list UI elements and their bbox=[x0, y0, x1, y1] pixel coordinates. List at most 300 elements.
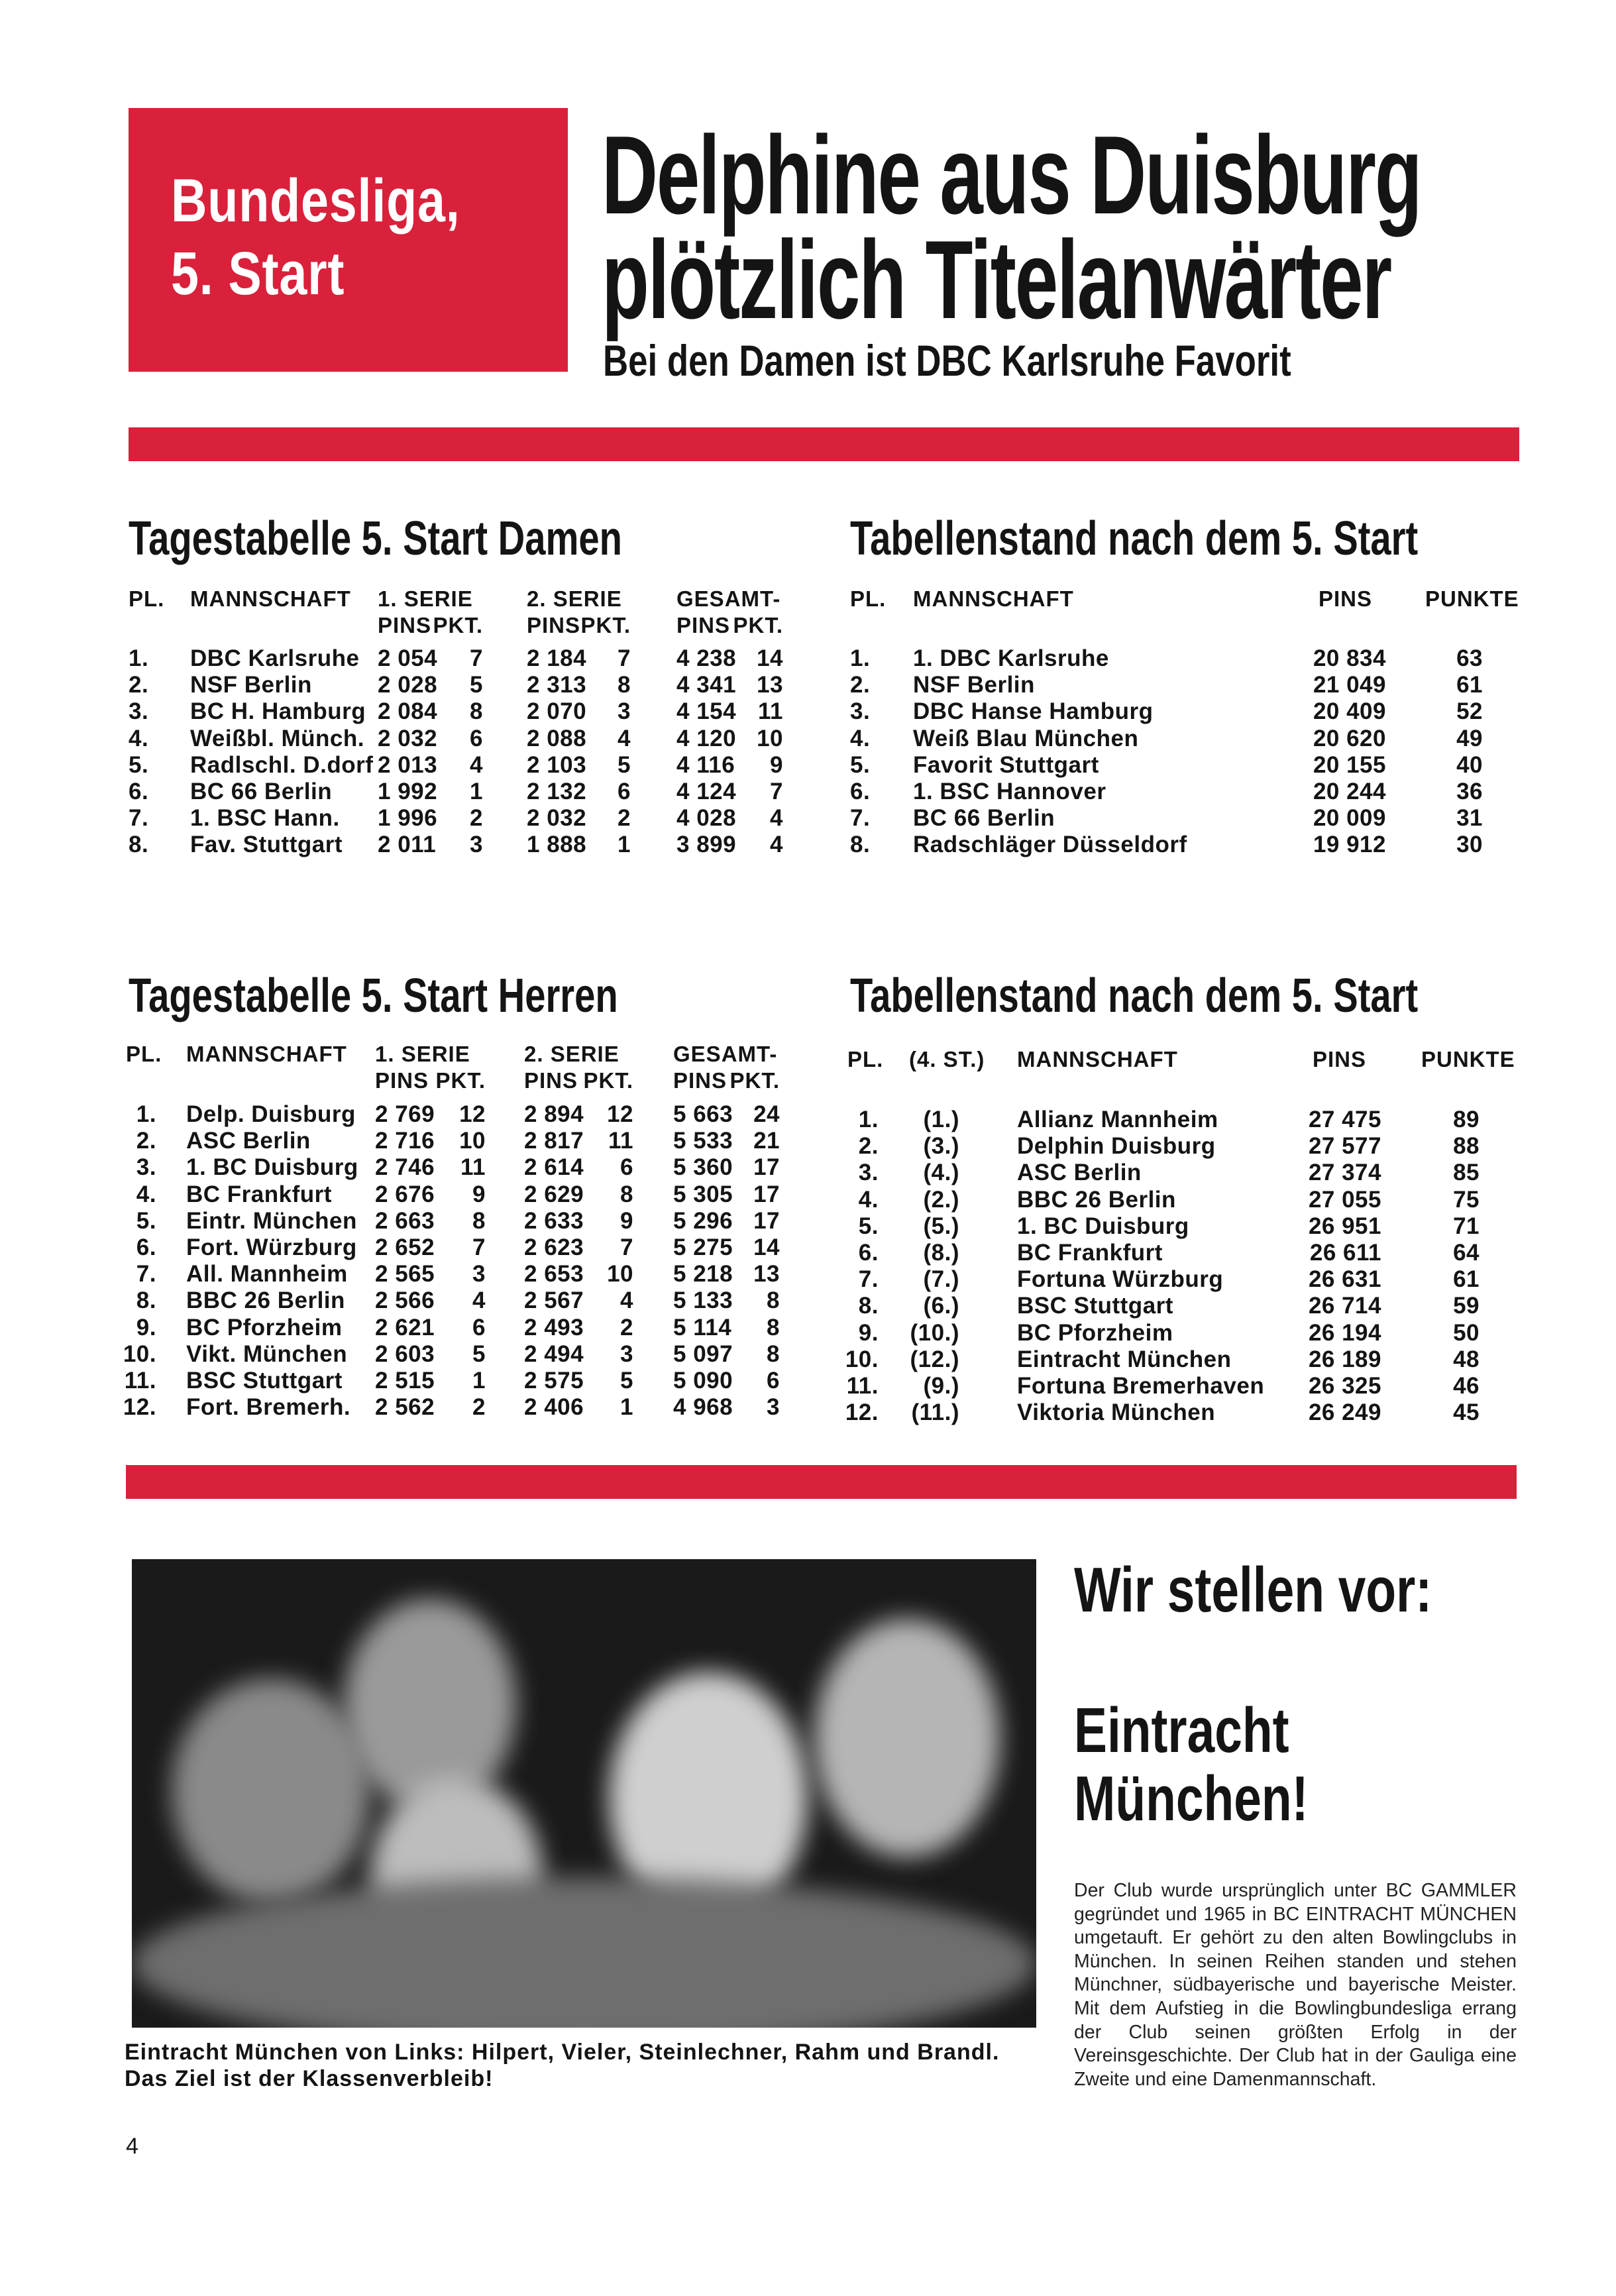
row-team: BSC Stuttgart bbox=[186, 1368, 343, 1394]
row-team: Weißbl. Münch. bbox=[190, 725, 365, 751]
row-total-points: 8 bbox=[767, 1287, 780, 1314]
row-serie2-points: 8 bbox=[620, 1181, 633, 1207]
row-points: 63 bbox=[1456, 645, 1483, 671]
row-team: BC Pforzheim bbox=[186, 1314, 343, 1340]
row-pins: 21 049 bbox=[1313, 672, 1386, 698]
row-serie2-pins: 1 888 bbox=[527, 832, 587, 858]
row-serie1-points: 4 bbox=[470, 751, 483, 778]
row-serie2-pins: 2 184 bbox=[527, 645, 587, 671]
header-pins: PINS bbox=[378, 613, 432, 637]
row-serie2-pins: 2 088 bbox=[527, 725, 587, 751]
row-total-pins: 5 663 bbox=[673, 1101, 733, 1127]
row-total-pins: 4 028 bbox=[676, 805, 737, 832]
row-pins: 19 912 bbox=[1313, 832, 1386, 858]
row-serie2-points: 12 bbox=[607, 1101, 633, 1127]
row-place: 3. bbox=[858, 1160, 879, 1186]
row-total-points: 13 bbox=[753, 1261, 780, 1287]
row-serie1-pins: 2 652 bbox=[375, 1234, 435, 1260]
row-serie2-pins: 2 070 bbox=[527, 698, 587, 725]
row-team: Eintracht München bbox=[1017, 1346, 1232, 1372]
herren-day-title: Tagestabelle 5. Start Herren bbox=[129, 969, 618, 1022]
row-total-pins: 5 296 bbox=[673, 1207, 733, 1234]
row-total-pins: 4 124 bbox=[676, 779, 737, 804]
row-previous-rank: (11.) bbox=[911, 1399, 959, 1426]
header-pins: PINS bbox=[524, 1068, 578, 1093]
row-place: 11. bbox=[124, 1368, 156, 1394]
header-pins: PINS bbox=[527, 613, 581, 637]
club-description: Der Club wurde ursprünglich unter BC GAMMLER gegründet und 1965 in BC EINTRACHT MÜNCHEN umgetauft. Er gehört zu den alten Bowlingclubs in München. In seinen Reihen standen und stehen Münchner, südbayerische und bayerische Meister. Mit dem Aufstieg in die Bowlingbundesliga errang der Club seinen größten Erfolg in der Vereinsgeschichte. Der Club hat in der Gauliga eine Zweite und eine Damenmannschaft. bbox=[1074, 1880, 1517, 2090]
row-team: BC 66 Berlin bbox=[190, 779, 333, 804]
row-serie2-points: 2 bbox=[618, 805, 631, 832]
row-previous-rank: (3.) bbox=[923, 1133, 959, 1160]
row-place: 3. bbox=[129, 698, 149, 725]
row-place: 8. bbox=[850, 832, 871, 858]
row-pins: 20 620 bbox=[1313, 725, 1386, 751]
header-pkt: PKT. bbox=[733, 613, 783, 637]
row-place: 8. bbox=[858, 1293, 879, 1319]
row-points: 46 bbox=[1453, 1373, 1480, 1399]
row-points: 49 bbox=[1456, 725, 1483, 751]
header-pins: PINS bbox=[673, 1068, 727, 1093]
row-serie1-pins: 1 992 bbox=[378, 779, 438, 804]
header-pl: PL. bbox=[129, 586, 165, 611]
row-pins: 27 055 bbox=[1308, 1186, 1381, 1213]
header-previous-rank: (4. ST.) bbox=[909, 1047, 985, 1071]
row-points: 85 bbox=[1453, 1160, 1480, 1186]
row-serie1-pins: 2 663 bbox=[375, 1207, 435, 1234]
row-points: 75 bbox=[1453, 1186, 1480, 1213]
row-team: BC 66 Berlin bbox=[913, 805, 1055, 832]
row-total-points: 21 bbox=[753, 1128, 780, 1154]
row-team: NSF Berlin bbox=[913, 672, 1035, 698]
row-place: 4. bbox=[136, 1181, 156, 1207]
photo-caption-line2: Das Ziel ist der Klassenverbleib! bbox=[125, 2066, 494, 2091]
headline-line2: plötzlich Titelanwärter bbox=[602, 217, 1391, 342]
row-pins: 26 325 bbox=[1308, 1373, 1381, 1399]
row-serie2-points: 5 bbox=[618, 751, 631, 778]
row-previous-rank: (12.) bbox=[910, 1346, 959, 1372]
row-serie1-points: 7 bbox=[470, 645, 483, 671]
row-serie2-points: 7 bbox=[620, 1234, 633, 1260]
row-serie1-points: 1 bbox=[470, 779, 483, 804]
club-name-line2: München! bbox=[1074, 1763, 1309, 1834]
row-total-pins: 5 097 bbox=[673, 1340, 733, 1367]
row-place: 5. bbox=[858, 1213, 879, 1239]
row-place: 2. bbox=[850, 672, 871, 698]
row-team: BC Frankfurt bbox=[186, 1181, 332, 1207]
header-pins: PINS bbox=[1313, 1047, 1367, 1071]
row-points: 40 bbox=[1456, 751, 1483, 778]
row-serie1-points: 1 bbox=[472, 1368, 486, 1394]
row-serie1-pins: 2 676 bbox=[375, 1181, 435, 1207]
row-team: Favorit Stuttgart bbox=[913, 751, 1099, 778]
row-pins: 26 951 bbox=[1308, 1213, 1381, 1239]
row-place: 7. bbox=[858, 1266, 879, 1293]
row-place: 6. bbox=[858, 1240, 879, 1266]
row-team: DBC Hanse Hamburg bbox=[913, 698, 1154, 725]
subheadline: Bei den Damen ist DBC Karlsruhe Favorit bbox=[603, 336, 1291, 385]
row-serie1-points: 5 bbox=[472, 1340, 486, 1367]
row-place: 9. bbox=[858, 1319, 879, 1346]
row-serie1-pins: 2 566 bbox=[375, 1287, 435, 1314]
row-total-points: 13 bbox=[757, 672, 783, 698]
row-serie1-pins: 2 746 bbox=[375, 1154, 435, 1181]
row-points: 61 bbox=[1456, 672, 1483, 698]
header-total: GESAMT- bbox=[673, 1042, 778, 1066]
row-previous-rank: (6.) bbox=[923, 1293, 959, 1319]
row-team: All. Mannheim bbox=[186, 1261, 348, 1287]
row-previous-rank: (5.) bbox=[923, 1213, 959, 1239]
row-team: Delphin Duisburg bbox=[1017, 1133, 1216, 1160]
row-serie1-points: 5 bbox=[470, 672, 483, 698]
row-pins: 27 475 bbox=[1308, 1107, 1381, 1132]
row-serie2-pins: 2 575 bbox=[524, 1368, 584, 1394]
row-team: Fortuna Würzburg bbox=[1017, 1266, 1224, 1293]
row-place: 1. bbox=[858, 1107, 879, 1132]
row-points: 59 bbox=[1453, 1293, 1480, 1319]
row-points: 31 bbox=[1456, 805, 1483, 832]
row-total-points: 4 bbox=[770, 832, 783, 858]
row-total-points: 8 bbox=[767, 1314, 780, 1340]
page-number: 4 bbox=[126, 2134, 138, 2159]
red-divider-bottom bbox=[126, 1465, 1517, 1499]
header-team: MANNSCHAFT bbox=[913, 586, 1074, 611]
header-serie1: 1. SERIE bbox=[378, 586, 473, 611]
row-serie2-points: 2 bbox=[620, 1314, 633, 1340]
row-serie2-points: 10 bbox=[607, 1261, 633, 1287]
header-team: MANNSCHAFT bbox=[186, 1042, 347, 1066]
row-pins: 26 631 bbox=[1308, 1266, 1381, 1293]
row-serie1-pins: 2 028 bbox=[378, 672, 438, 698]
header-pkt: PKT. bbox=[433, 613, 483, 637]
red-divider-top bbox=[129, 427, 1519, 461]
header-serie1: 1. SERIE bbox=[375, 1042, 470, 1066]
row-team: DBC Karlsruhe bbox=[190, 645, 360, 671]
row-serie1-pins: 2 621 bbox=[375, 1314, 435, 1340]
row-team: Radlschl. D.dorf bbox=[190, 751, 374, 778]
row-serie1-pins: 2 084 bbox=[378, 698, 438, 725]
row-team: BBC 26 Berlin bbox=[186, 1287, 345, 1314]
row-team: BC Frankfurt bbox=[1017, 1240, 1163, 1266]
row-serie2-pins: 2 494 bbox=[524, 1340, 584, 1367]
row-place: 7. bbox=[136, 1261, 156, 1287]
row-serie2-points: 3 bbox=[620, 1340, 633, 1367]
row-place: 10. bbox=[123, 1340, 156, 1367]
row-points: 71 bbox=[1453, 1213, 1480, 1239]
row-team: Vikt. München bbox=[186, 1340, 348, 1367]
row-total-pins: 5 218 bbox=[673, 1261, 733, 1287]
row-serie2-pins: 2 653 bbox=[524, 1261, 584, 1287]
row-team: NSF Berlin bbox=[190, 672, 312, 698]
row-serie2-points: 11 bbox=[608, 1128, 633, 1154]
row-serie2-points: 8 bbox=[618, 672, 631, 698]
row-team: Weiß Blau München bbox=[913, 725, 1139, 751]
row-pins: 20 009 bbox=[1313, 805, 1386, 832]
photo-caption-line1: Eintracht München von Links: Hilpert, Vieler, Steinlechner, Rahm und Brandl. bbox=[125, 2040, 1000, 2065]
row-total-points: 14 bbox=[753, 1234, 780, 1260]
row-team: Delp. Duisburg bbox=[186, 1101, 356, 1127]
row-previous-rank: (9.) bbox=[923, 1373, 959, 1399]
row-team: Fav. Stuttgart bbox=[190, 832, 343, 858]
headline-line1: Delphine aus Duisburg bbox=[602, 113, 1421, 237]
row-team: Viktoria München bbox=[1017, 1399, 1216, 1426]
row-previous-rank: (7.) bbox=[923, 1266, 959, 1293]
header-pins: PINS bbox=[1319, 586, 1373, 611]
club-name-line1: Eintracht bbox=[1074, 1695, 1289, 1766]
row-place: 7. bbox=[129, 805, 149, 832]
row-serie1-points: 3 bbox=[472, 1261, 486, 1287]
header-team: MANNSCHAFT bbox=[1017, 1047, 1178, 1071]
row-serie1-points: 9 bbox=[472, 1181, 486, 1207]
row-place: 2. bbox=[858, 1133, 879, 1160]
row-total-pins: 5 133 bbox=[673, 1287, 733, 1314]
row-pins: 27 374 bbox=[1308, 1160, 1381, 1186]
row-team: 1. BC Duisburg bbox=[186, 1154, 358, 1181]
row-points: 45 bbox=[1453, 1399, 1480, 1426]
row-serie2-pins: 2 629 bbox=[524, 1181, 584, 1207]
row-serie2-points: 4 bbox=[620, 1287, 633, 1314]
team-photo bbox=[132, 1559, 1036, 2028]
row-serie2-points: 3 bbox=[618, 698, 631, 725]
row-pins: 26 611 bbox=[1309, 1240, 1381, 1266]
row-place: 3. bbox=[136, 1154, 156, 1181]
row-place: 5. bbox=[136, 1207, 156, 1234]
section-label-line1: Bundesliga, bbox=[171, 167, 460, 235]
row-place: 4. bbox=[858, 1186, 879, 1213]
row-serie2-pins: 2 493 bbox=[524, 1314, 584, 1340]
row-serie1-pins: 2 716 bbox=[375, 1128, 435, 1154]
row-total-points: 24 bbox=[753, 1101, 780, 1127]
row-team: Fort. Bremerh. bbox=[186, 1394, 351, 1421]
header-serie2: 2. SERIE bbox=[524, 1042, 619, 1066]
row-pins: 20 155 bbox=[1313, 751, 1386, 778]
row-serie1-points: 8 bbox=[472, 1207, 486, 1234]
row-total-pins: 4 968 bbox=[673, 1394, 733, 1421]
row-serie1-points: 10 bbox=[459, 1128, 486, 1154]
row-serie1-points: 12 bbox=[459, 1101, 486, 1127]
row-place: 6. bbox=[136, 1234, 156, 1260]
row-pins: 26 189 bbox=[1308, 1346, 1381, 1372]
row-total-points: 9 bbox=[770, 751, 783, 778]
row-serie1-pins: 2 769 bbox=[375, 1101, 435, 1127]
row-serie2-pins: 2 313 bbox=[527, 672, 587, 698]
row-place: 8. bbox=[136, 1287, 156, 1314]
row-pins: 26 714 bbox=[1308, 1293, 1381, 1319]
row-serie1-pins: 2 032 bbox=[378, 725, 438, 751]
row-team: BBC 26 Berlin bbox=[1017, 1186, 1176, 1213]
row-total-points: 17 bbox=[753, 1181, 780, 1207]
row-points: 88 bbox=[1453, 1133, 1480, 1160]
row-serie2-points: 1 bbox=[618, 832, 631, 858]
row-points: 50 bbox=[1453, 1319, 1480, 1346]
row-serie2-points: 6 bbox=[620, 1154, 633, 1181]
row-serie1-points: 2 bbox=[470, 805, 483, 832]
feature-title: Wir stellen vor: bbox=[1074, 1555, 1432, 1625]
row-serie2-pins: 2 032 bbox=[527, 805, 587, 832]
row-total-points: 7 bbox=[770, 779, 783, 804]
row-pins: 26 249 bbox=[1308, 1399, 1381, 1426]
row-place: 1. bbox=[136, 1101, 156, 1127]
row-serie2-points: 5 bbox=[620, 1368, 633, 1394]
row-previous-rank: (10.) bbox=[910, 1319, 959, 1346]
row-place: 8. bbox=[129, 832, 149, 858]
row-serie2-pins: 2 614 bbox=[524, 1154, 584, 1181]
row-serie1-pins: 2 011 bbox=[378, 832, 437, 858]
row-total-points: 17 bbox=[753, 1207, 780, 1234]
row-serie1-points: 6 bbox=[470, 725, 483, 751]
row-place: 11. bbox=[846, 1373, 879, 1399]
row-serie2-pins: 2 633 bbox=[524, 1207, 584, 1234]
row-team: Allianz Mannheim bbox=[1017, 1107, 1218, 1132]
row-team: BC H. Hamburg bbox=[190, 698, 366, 725]
row-points: 52 bbox=[1456, 698, 1483, 725]
row-team: Radschläger Düsseldorf bbox=[913, 832, 1187, 858]
row-previous-rank: (4.) bbox=[923, 1160, 959, 1186]
row-serie1-points: 7 bbox=[472, 1234, 486, 1260]
row-total-pins: 5 305 bbox=[673, 1181, 733, 1207]
row-place: 4. bbox=[129, 725, 149, 751]
row-place: 4. bbox=[850, 725, 871, 751]
row-points: 30 bbox=[1456, 832, 1483, 858]
row-pins: 26 194 bbox=[1308, 1319, 1381, 1346]
row-total-pins: 3 899 bbox=[676, 832, 737, 858]
row-place: 6. bbox=[850, 779, 871, 804]
row-total-points: 14 bbox=[757, 645, 783, 671]
row-pins: 20 244 bbox=[1313, 779, 1386, 804]
row-points: 36 bbox=[1456, 779, 1483, 804]
row-serie1-pins: 1 996 bbox=[378, 805, 438, 832]
row-total-pins: 5 090 bbox=[673, 1368, 733, 1394]
header-pkt: PKT. bbox=[729, 1068, 780, 1093]
row-total-points: 8 bbox=[767, 1340, 780, 1367]
row-serie2-pins: 2 894 bbox=[524, 1101, 584, 1127]
row-serie2-pins: 2 817 bbox=[524, 1128, 584, 1154]
row-total-pins: 5 360 bbox=[673, 1154, 733, 1181]
row-place: 10. bbox=[845, 1346, 879, 1372]
row-previous-rank: (1.) bbox=[923, 1107, 959, 1132]
row-serie1-pins: 2 603 bbox=[375, 1340, 435, 1367]
row-serie2-points: 6 bbox=[618, 779, 631, 804]
header-pl: PL. bbox=[847, 1047, 884, 1071]
section-label-box bbox=[129, 108, 568, 372]
row-team: Eintr. München bbox=[186, 1207, 357, 1234]
row-total-pins: 4 116 bbox=[676, 751, 735, 778]
row-place: 5. bbox=[129, 751, 149, 778]
row-total-pins: 4 120 bbox=[676, 725, 737, 751]
row-place: 12. bbox=[845, 1399, 879, 1426]
row-total-points: 10 bbox=[757, 725, 783, 751]
row-serie1-points: 11 bbox=[460, 1154, 486, 1181]
row-serie1-points: 2 bbox=[472, 1394, 486, 1421]
row-place: 9. bbox=[136, 1314, 156, 1340]
row-serie2-pins: 2 567 bbox=[524, 1287, 584, 1314]
header-pins: PINS bbox=[676, 613, 731, 637]
header-team: MANNSCHAFT bbox=[190, 586, 351, 611]
header-serie2: 2. SERIE bbox=[527, 586, 622, 611]
header-pkt: PKT. bbox=[583, 1068, 633, 1093]
header-pl: PL. bbox=[126, 1042, 162, 1066]
row-team: 1. BSC Hannover bbox=[913, 779, 1106, 804]
row-serie2-pins: 2 132 bbox=[527, 779, 587, 804]
row-place: 1. bbox=[850, 645, 871, 671]
row-pins: 20 409 bbox=[1313, 698, 1386, 725]
row-total-points: 11 bbox=[758, 698, 783, 725]
row-total-points: 17 bbox=[753, 1154, 780, 1181]
row-total-points: 3 bbox=[767, 1394, 780, 1421]
row-total-pins: 5 114 bbox=[673, 1314, 732, 1340]
row-serie1-points: 4 bbox=[472, 1287, 486, 1314]
row-place: 7. bbox=[850, 805, 871, 832]
row-serie2-points: 4 bbox=[618, 725, 631, 751]
row-serie2-points: 1 bbox=[620, 1394, 633, 1421]
row-place: 2. bbox=[136, 1128, 156, 1154]
row-serie2-pins: 2 623 bbox=[524, 1234, 584, 1260]
row-total-pins: 4 341 bbox=[676, 672, 737, 698]
row-pins: 27 577 bbox=[1308, 1133, 1381, 1160]
row-place: 12. bbox=[123, 1394, 156, 1421]
row-team: BSC Stuttgart bbox=[1017, 1293, 1173, 1319]
row-total-points: 4 bbox=[770, 805, 783, 832]
row-place: 1. bbox=[129, 645, 149, 671]
header-pins: PINS bbox=[375, 1068, 429, 1093]
row-serie1-pins: 2 565 bbox=[375, 1261, 435, 1287]
row-team: BC Pforzheim bbox=[1017, 1319, 1173, 1346]
row-total-points: 6 bbox=[767, 1368, 780, 1394]
header-points: PUNKTE bbox=[1425, 586, 1519, 611]
row-serie1-points: 8 bbox=[470, 698, 483, 725]
row-total-pins: 5 533 bbox=[673, 1128, 733, 1154]
row-serie1-points: 6 bbox=[472, 1314, 486, 1340]
row-place: 2. bbox=[129, 672, 149, 698]
row-serie1-pins: 2 054 bbox=[378, 645, 438, 671]
header-pl: PL. bbox=[850, 586, 887, 611]
row-team: Fortuna Bremerhaven bbox=[1017, 1373, 1265, 1399]
row-pins: 20 834 bbox=[1313, 645, 1386, 671]
section-label-line2: 5. Start bbox=[171, 240, 345, 307]
row-points: 64 bbox=[1453, 1240, 1480, 1266]
row-total-pins: 4 238 bbox=[676, 645, 737, 671]
row-team: 1. BSC Hann. bbox=[190, 805, 340, 832]
row-serie1-points: 3 bbox=[470, 832, 483, 858]
row-serie2-pins: 2 103 bbox=[527, 751, 587, 778]
row-total-pins: 4 154 bbox=[676, 698, 737, 725]
row-serie2-points: 9 bbox=[620, 1207, 633, 1234]
row-serie1-pins: 2 515 bbox=[375, 1368, 435, 1394]
row-previous-rank: (8.) bbox=[923, 1240, 959, 1266]
row-team: Fort. Würzburg bbox=[186, 1234, 357, 1260]
row-serie1-pins: 2 013 bbox=[378, 751, 438, 778]
header-total: GESAMT- bbox=[676, 586, 781, 611]
row-place: 3. bbox=[850, 698, 871, 725]
row-place: 5. bbox=[850, 751, 871, 778]
row-team: ASC Berlin bbox=[1017, 1160, 1142, 1186]
row-previous-rank: (2.) bbox=[923, 1186, 959, 1213]
row-place: 6. bbox=[129, 779, 149, 804]
row-points: 61 bbox=[1453, 1266, 1480, 1293]
damen-standings-title: Tabellenstand nach dem 5. Start bbox=[850, 512, 1419, 565]
row-serie1-pins: 2 562 bbox=[375, 1394, 435, 1421]
damen-day-title: Tagestabelle 5. Start Damen bbox=[129, 512, 622, 565]
header-points: PUNKTE bbox=[1421, 1047, 1515, 1071]
row-team: 1. BC Duisburg bbox=[1017, 1213, 1189, 1239]
row-points: 89 bbox=[1453, 1107, 1480, 1132]
header-pkt: PKT. bbox=[580, 613, 631, 637]
row-serie2-pins: 2 406 bbox=[524, 1394, 584, 1421]
row-total-pins: 5 275 bbox=[673, 1234, 733, 1260]
row-points: 48 bbox=[1453, 1346, 1480, 1372]
row-team: 1. DBC Karlsruhe bbox=[913, 645, 1109, 671]
herren-standings-title: Tabellenstand nach dem 5. Start bbox=[850, 969, 1419, 1022]
